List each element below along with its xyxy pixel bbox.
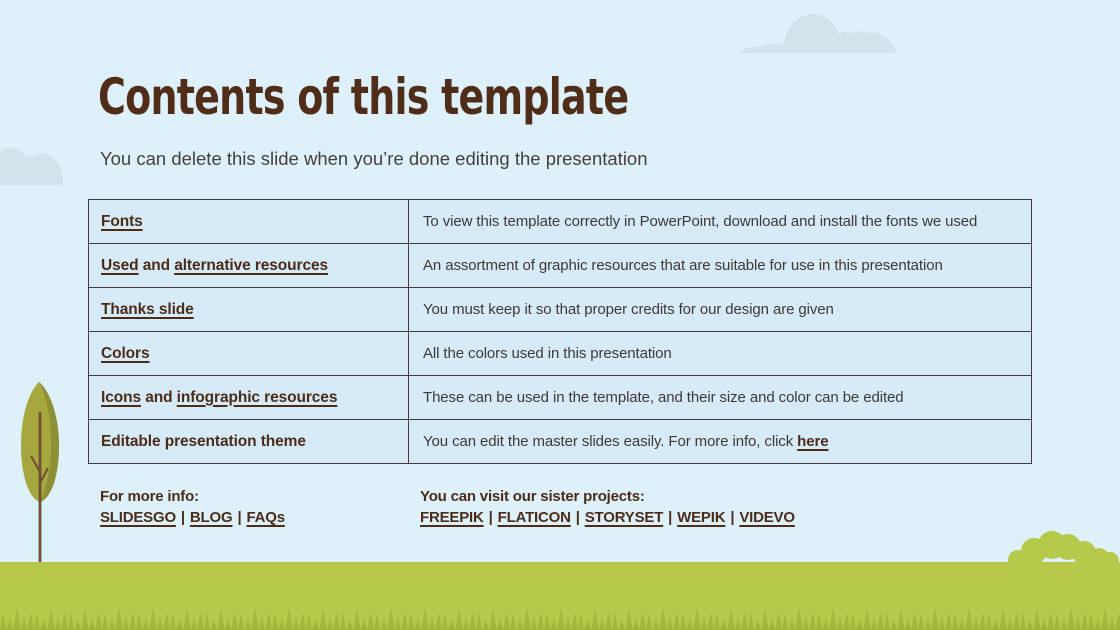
footer-links xyxy=(100,507,285,528)
subtitle: You can delete this slide when you’re done editing the presentation xyxy=(100,148,648,169)
grass-icon xyxy=(0,562,1120,630)
link-storyset[interactable]: STORYSET xyxy=(584,509,664,526)
row-description: These can be used in the template, and their size and color can be edited xyxy=(423,388,904,406)
link-fonts[interactable]: Fonts xyxy=(101,212,143,230)
table-row xyxy=(89,200,1032,244)
link-videvo[interactable]: VIDEVO xyxy=(739,509,795,526)
link-used[interactable]: Used xyxy=(101,256,139,274)
row-label-cell xyxy=(89,420,409,464)
row-description: An assortment of graphic resources that are suitable for use in this presentation xyxy=(423,256,943,274)
link-colors[interactable]: Colors xyxy=(101,344,150,362)
row-description-cell xyxy=(409,244,1032,288)
row-label-text: and xyxy=(140,388,177,406)
link-freepik[interactable]: FREEPIK xyxy=(420,509,484,526)
link-thanks-slide[interactable]: Thanks slide xyxy=(101,300,194,318)
contents-table xyxy=(88,199,1032,464)
row-description-cell xyxy=(409,376,1032,420)
row-label-text: and xyxy=(138,256,175,274)
separator: | xyxy=(180,509,185,526)
row-description: All the colors used in this presentation xyxy=(423,344,672,362)
tree-icon xyxy=(21,382,59,564)
separator: | xyxy=(730,509,735,526)
footer-heading: For more info: xyxy=(100,488,199,505)
table-row xyxy=(89,288,1032,332)
table-row xyxy=(89,376,1032,420)
table-row xyxy=(89,332,1032,376)
row-label-text: Editable presentation theme xyxy=(101,432,306,450)
separator: | xyxy=(575,509,580,526)
page-title: Contents of this template xyxy=(98,68,629,126)
link-here[interactable]: here xyxy=(797,432,829,450)
link-slidesgo[interactable]: SLIDESGO xyxy=(100,509,176,526)
separator: | xyxy=(488,509,493,526)
row-label-cell xyxy=(89,200,409,244)
separator: | xyxy=(237,509,242,526)
row-label-cell xyxy=(89,288,409,332)
row-description-cell xyxy=(409,420,1032,464)
row-description-cell xyxy=(409,332,1032,376)
link-flaticon[interactable]: FLATICON xyxy=(497,509,571,526)
row-label-cell xyxy=(89,244,409,288)
table-row xyxy=(89,420,1032,464)
footer-more-info xyxy=(100,486,285,528)
row-label-cell xyxy=(89,332,409,376)
footer-links xyxy=(420,507,795,528)
separator: | xyxy=(668,509,673,526)
row-description-cell xyxy=(409,200,1032,244)
row-description: To view this template correctly in PowerPoint, download and install the fonts we used xyxy=(423,212,978,230)
footer-heading: You can visit our sister projects: xyxy=(420,488,645,505)
footer-sister-projects xyxy=(420,486,795,528)
link-wepik[interactable]: WEPIK xyxy=(677,509,726,526)
link-faqs[interactable]: FAQs xyxy=(246,509,285,526)
row-label-cell xyxy=(89,376,409,420)
link-icons[interactable]: Icons xyxy=(101,388,141,406)
cloud-icon xyxy=(740,14,896,53)
row-description: You must keep it so that proper credits for our design are given xyxy=(423,300,834,318)
row-description-cell xyxy=(409,288,1032,332)
row-description: You can edit the master slides easily. For more info, click xyxy=(423,432,798,450)
link-blog[interactable]: BLOG xyxy=(189,509,233,526)
link-alternative-resources[interactable]: alternative resources xyxy=(174,256,329,274)
table-row xyxy=(89,244,1032,288)
link-infographic-resources[interactable]: infographic resources xyxy=(176,388,338,406)
cloud-icon xyxy=(0,147,63,185)
